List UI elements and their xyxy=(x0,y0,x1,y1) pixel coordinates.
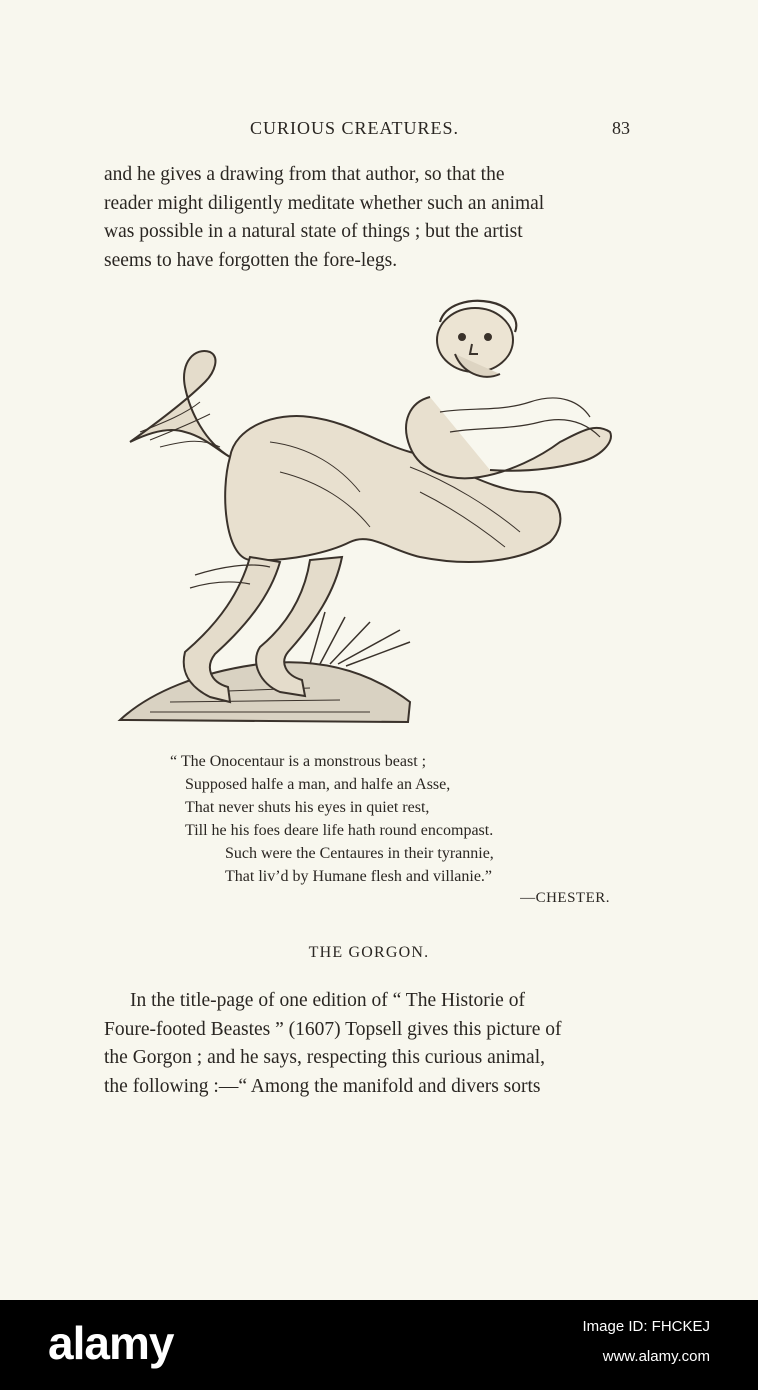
alamy-logo: alamy xyxy=(48,1317,174,1369)
site-url: www.alamy.com xyxy=(602,1348,710,1365)
image-id-label: Image ID: FHCKEJ xyxy=(582,1318,710,1335)
paragraph-line: reader might diligently meditate whether such an animal xyxy=(104,192,545,214)
onocentaur-illustration xyxy=(110,292,630,732)
verse-line: “ The Onocentaur is a monstrous beast ; xyxy=(170,753,427,770)
running-title: CURIOUS CREATURES. xyxy=(250,118,460,138)
paragraph-line: In the title-page of one edition of “ The Historie of xyxy=(130,990,525,1011)
section-heading: THE GORGON. xyxy=(308,944,430,961)
verse-quotation xyxy=(170,750,620,888)
paragraph-2 xyxy=(104,987,632,1101)
page-number: 83 xyxy=(612,118,630,138)
paragraph-line: seems to have forgotten the fore-legs. xyxy=(104,249,398,271)
paragraph-line: the Gorgon ; and he says, respecting this curious animal, xyxy=(104,1047,546,1068)
paragraph-line: Foure-footed Beastes ” (1607) Topsell gives this picture of xyxy=(104,1018,562,1040)
verse-line: Such were the Centaures in their tyrannie, xyxy=(225,845,494,862)
verse-line: Supposed halfe a man, and halfe an Asse, xyxy=(185,776,451,793)
verse-line: That never shuts his eyes in quiet rest, xyxy=(185,799,430,816)
verse-attribution: —CHESTER. xyxy=(520,890,610,906)
paragraph-line: the following :—“ Among the manifold and divers sorts xyxy=(104,1075,541,1097)
paragraph-1 xyxy=(104,161,634,275)
watermark-bar xyxy=(0,1300,758,1390)
verse-line: That liv’d by Humane flesh and villanie.” xyxy=(225,868,493,885)
verse-line: Till he his foes deare life hath round encompast. xyxy=(185,822,494,839)
paragraph-line: was possible in a natural state of things ; but the artist xyxy=(104,221,523,242)
paragraph-line: and he gives a drawing from that author, so that the xyxy=(104,164,505,185)
